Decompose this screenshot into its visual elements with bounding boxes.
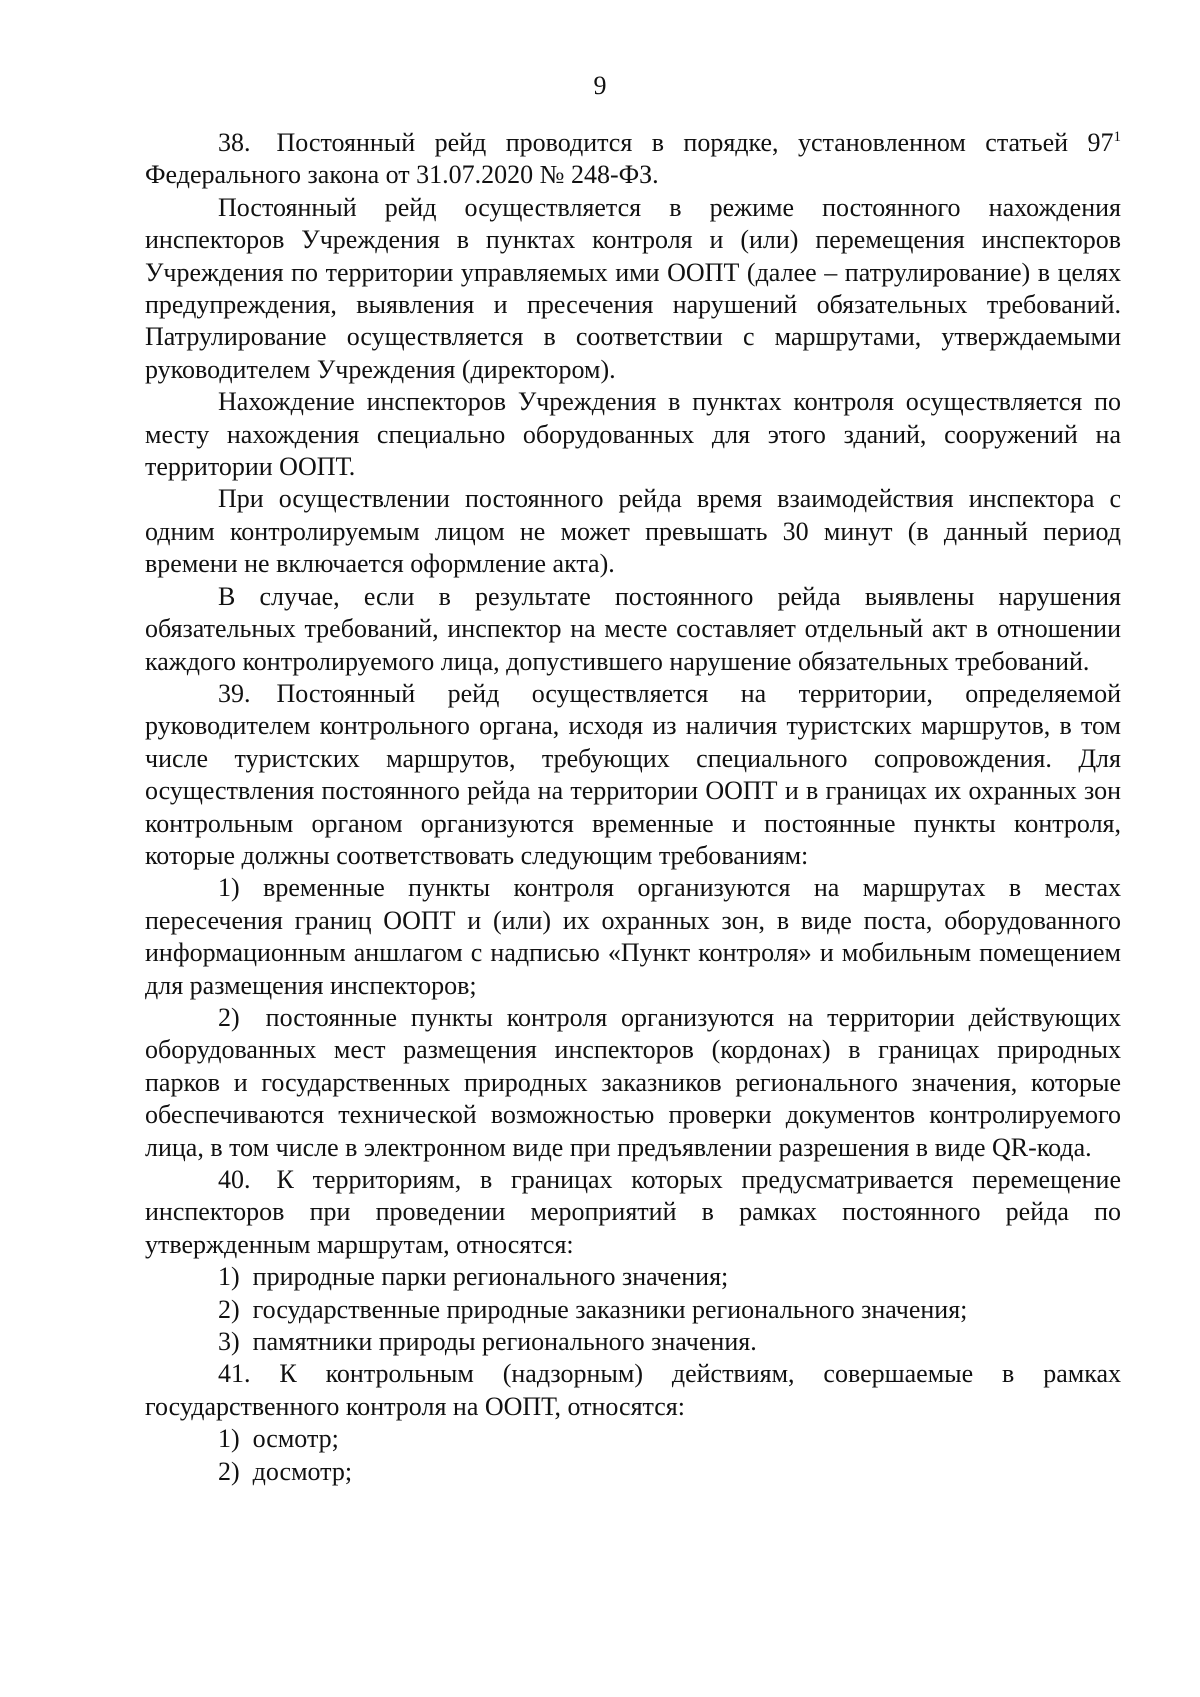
list-item-reserves: 2) государственные природные заказники регионального значения; — [218, 1294, 968, 1324]
list-item-monuments: 3) памятники природы регионального значения. — [218, 1327, 757, 1357]
paragraph-38-text: 38. Постоянный рейд проводится в порядке, установленном статьей 97 — [218, 128, 1114, 157]
paragraph-41: 41. К контрольным (надзорным) действиям, совершаемые в рамках государственного контроля на ООПТ, относятся: — [145, 1359, 1121, 1421]
list-item-natural-parks: 1) природные парки регионального значения; — [218, 1262, 729, 1292]
paragraph-40: 40. К территориям, в границах которых предусматривается перемещение инспекторов при проведении мероприятий в рамках постоянного рейда по утвержденным маршрутам, относятся: — [145, 1165, 1121, 1259]
list-item-search: 2) досмотр; — [218, 1456, 353, 1486]
list-item-inspection: 1) осмотр; — [218, 1424, 339, 1454]
list-item-temporary-points: 1) временные пункты контроля организуются на маршрутах в местах пересечения границ ООПТ и (или) их охранных зон, в виде поста, оборудованного информационным аншлагом с надписью «Пункт контроля» и мобильным помещением для размещения инспекторов; — [145, 873, 1121, 1000]
page-number: 9 — [593, 71, 607, 100]
list-item-permanent-points: 2) постоянные пункты контроля организуются на территории действующих оборудованных мест размещения инспекторов (кордонах) в границах природных парков и государственных природных заказников регионального значения, которые обеспечиваются технической возможностью проверки документов контролируемого лица, в том числе в электронном виде при предъявлении разрешения в виде QR-кода. — [145, 1002, 1121, 1162]
paragraph-interaction-time: При осуществлении постоянного рейда время взаимодействия инспектора с одним контролируемым лицом не может превышать 30 минут (в данный период времени не включается оформление акта). — [145, 484, 1121, 579]
paragraph-38 — [145, 127, 1121, 192]
paragraph-38-text-continued: Федерального закона от 31.07.2020 № 248-ФЗ. — [145, 160, 659, 190]
superscript-1: 1 — [1113, 129, 1121, 145]
paragraph-patrol: Постоянный рейд осуществляется в режиме постоянного нахождения инспекторов Учреждения в пунктах контроля и (или) перемещения инспекторов Учреждения по территории управляемых ими ООПТ (далее – патрулирование) в целях предупреждения, выявления и пресечения нарушений обязательных требований. Патрулирование осуществляется в соответствии с маршрутами, утверждаемыми руководителем Учреждения (директором). — [145, 192, 1121, 384]
document-body — [145, 127, 1121, 1488]
paragraph-violations: В случае, если в результате постоянного рейда выявлены нарушения обязательных требований, инспектор на месте составляет отдельный акт в отношении каждого контролируемого лица, допустившего нарушение обязательных требований. — [145, 581, 1121, 676]
paragraph-39: 39. Постоянный рейд осуществляется на территории, определяемой руководителем контрольного органа, исходя из наличия туристских маршрутов, в том числе туристских маршрутов, требующих специального сопровождения. Для осуществления постоянного рейда на территории ООПТ и в границах их охранных зон контрольным органом организуются временные и постоянные пункты контроля, которые должны соответствовать следующим требованиям: — [145, 678, 1121, 870]
paragraph-control-points: Нахождение инспекторов Учреждения в пунктах контроля осуществляется по месту нахождения специально оборудованных для этого зданий, сооружений на территории ООПТ. — [145, 387, 1121, 482]
